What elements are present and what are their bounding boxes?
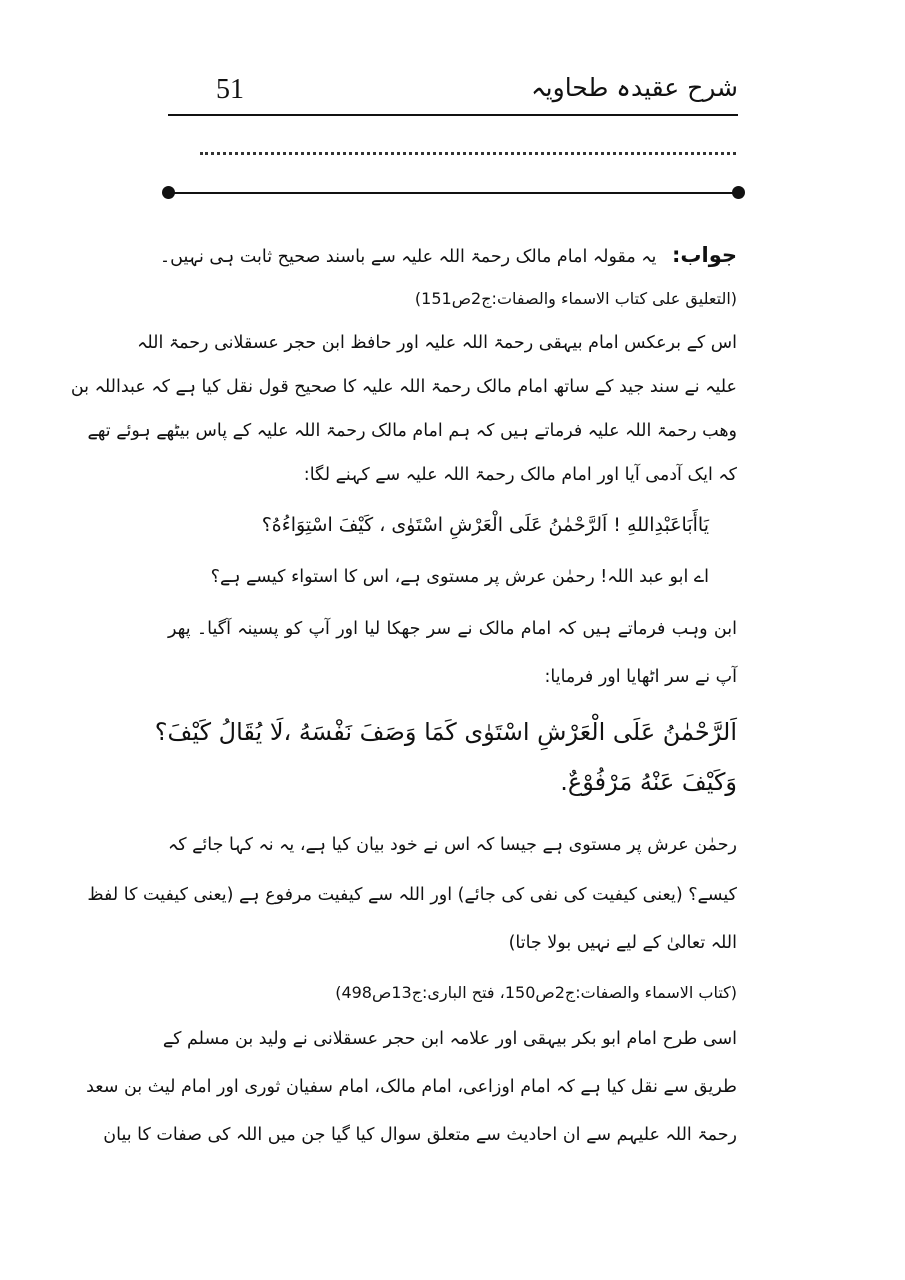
- page-number: 51: [216, 74, 244, 105]
- para-3-line-3: اللہ تعالیٰ کے لیے نہیں بولا جاتا): [508, 933, 737, 953]
- para-1-line-2: علیہ نے سند جید کے ساتھ امام مالک رحمۃ اللہ علیہ کا صحیح قول نقل کیا ہے کہ عبداللہ بن: [70, 377, 737, 397]
- page-header: [168, 68, 738, 114]
- dotted-rule: [200, 152, 736, 155]
- para-4-line-3: رحمۃ اللہ علیہم سے ان احادیث سے متعلق سوال کیا گیا جن میں اللہ کی صفات کا بیان: [103, 1125, 737, 1145]
- divider-dot-left: [162, 186, 175, 199]
- answer-line: [160, 240, 737, 272]
- arabic-answer-line-2: وَكَيْفَ عَنْهُ مَرْفُوْعٌ.: [560, 768, 737, 796]
- header-rule: [168, 114, 738, 116]
- answer-text: یہ مقولہ امام مالک رحمۃ اللہ علیہ سے باسند صحیح ثابت ہی نہیں۔: [159, 247, 657, 267]
- arabic-answer-line-1: اَلرَّحْمٰنُ عَلَى الْعَرْشِ اسْتَوٰى كَمَا وَصَفَ نَفْسَهُ ،لَا يُقَالُ كَيْفَ؟: [154, 718, 737, 746]
- para-2-line-1: ابن وہب فرماتے ہیں کہ امام مالک نے سر جھکا لیا اور آپ کو پسینہ آگیا۔ پھر: [168, 619, 737, 639]
- reference-1: (التعلیق علی کتاب الاسماء والصفات:ج2ص151): [414, 289, 737, 308]
- para-3-line-1: رحمٰن عرش پر مستوی ہے جیسا کہ اس نے خود بیان کیا ہے، یہ نہ کہا جائے کہ: [168, 835, 737, 855]
- para-3-line-2: کیسے؟ (یعنی کیفیت کی نفی کی جائے) اور اللہ سے کیفیت مرفوع ہے (یعنی کیفیت کا لفظ: [87, 885, 737, 905]
- para-1-line-3: وھب رحمۃ اللہ علیہ فرماتے ہیں کہ ہم امام مالک رحمۃ اللہ علیہ کے پاس بیٹھے ہوئے تھے: [87, 421, 737, 441]
- answer-label: جواب:: [672, 243, 737, 267]
- para-1-line-4: کہ ایک آدمی آیا اور امام مالک رحمۃ اللہ علیہ سے کہنے لگا:: [303, 465, 737, 485]
- para-4-line-2: طریق سے نقل کیا ہے کہ امام اوزاعی، امام مالک، امام سفیان ثوری اور امام لیث بن سعد: [86, 1077, 737, 1097]
- para-2-line-2: آپ نے سر اٹھایا اور فرمایا:: [544, 667, 737, 687]
- arabic-question: يَاأَبَاعَبْدِاللهِ ! اَلرَّحْمٰنُ عَلَى الْعَرْشِ اسْتَوٰى ، كَيْفَ اسْتِوَاءُهُ؟: [261, 514, 709, 536]
- divider-dot-right: [732, 186, 745, 199]
- urdu-question: اے ابو عبد اللہ! رحمٰن عرش پر مستوی ہے، اس کا استواء کیسے ہے؟: [210, 567, 709, 587]
- para-4-line-1: اسی طرح امام ابو بکر بیہقی اور علامہ ابن حجر عسقلانی نے ولید بن مسلم کے: [162, 1029, 737, 1049]
- para-1-line-1: اس کے برعکس امام بیہقی رحمۃ اللہ علیہ اور حافظ ابن حجر عسقلانی رحمۃ اللہ: [137, 333, 737, 353]
- reference-2: (کتاب الاسماء والصفات:ج2ص150، فتح الباری:ج13ص498): [335, 983, 737, 1002]
- book-title: شرح عقیدہ طحاویہ: [531, 73, 738, 102]
- section-divider: [168, 192, 738, 194]
